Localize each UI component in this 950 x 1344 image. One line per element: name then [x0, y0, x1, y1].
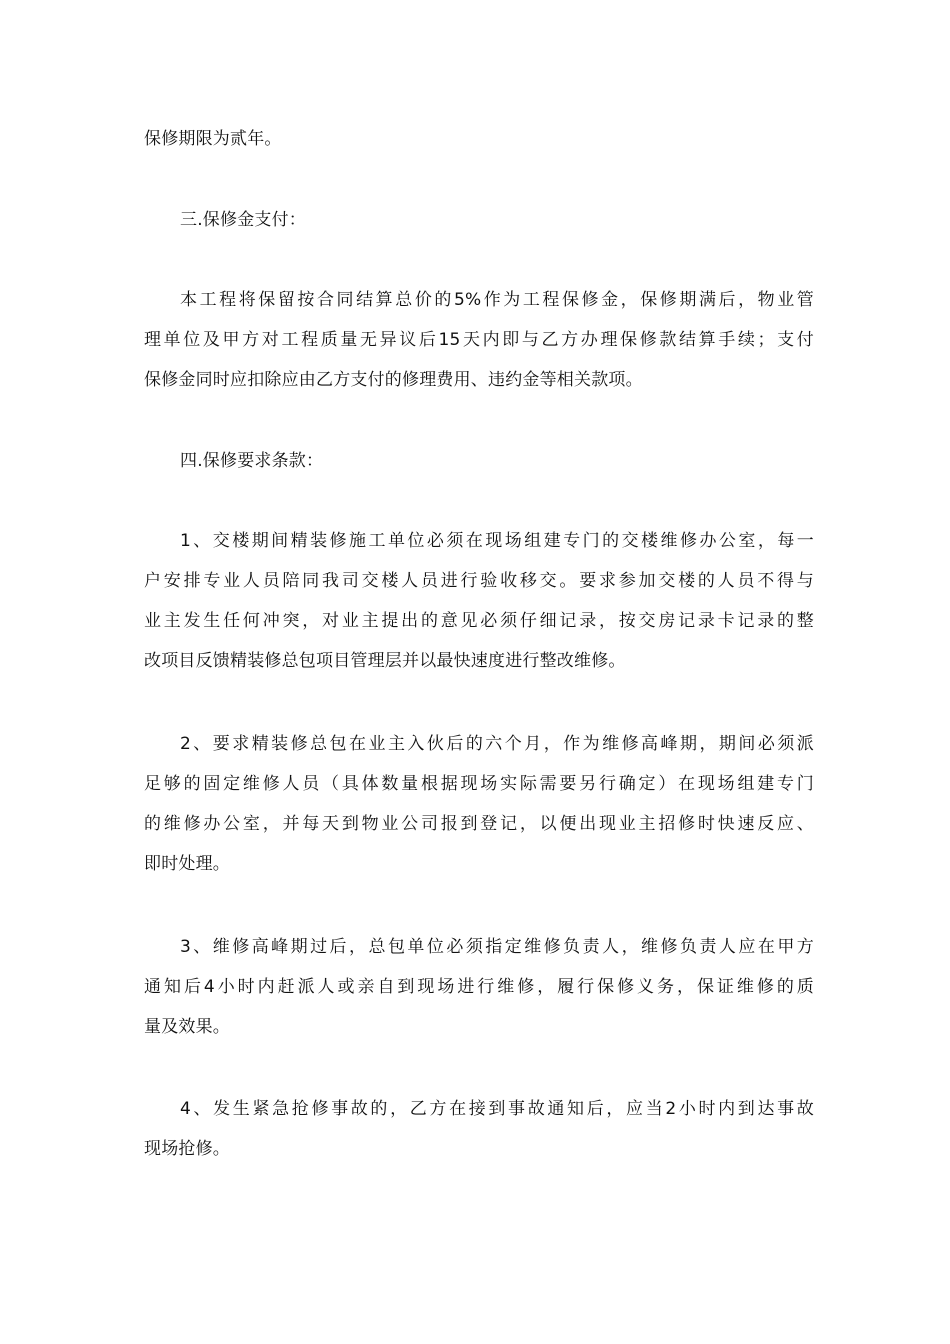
text-line: 保修金同时应扣除应由乙方支付的修理费用、违约金等相关款项。 [144, 370, 643, 390]
paragraph-clause-3 [144, 927, 814, 1047]
text-line: 2、要求精装修总包在业主入伙后的六个月，作为维修高峰期，期间必须派 [180, 734, 814, 754]
text-line: 保修期限为贰年。 [144, 129, 282, 149]
section-heading: 三.保修金支付： [180, 210, 307, 230]
text-line: 理单位及甲方对工程质量无异议后15天内即与乙方办理保修款结算手续；支付 [144, 330, 814, 350]
paragraph-warranty-period [144, 119, 814, 159]
text-line: 足够的固定维修人员（具体数量根据现场实际需要另行确定）在现场组建专门 [144, 774, 814, 794]
text-line: 户安排专业人员陪同我司交楼人员进行验收移交。要求参加交楼的人员不得与 [144, 571, 814, 591]
paragraph-clause-2 [144, 724, 814, 884]
text-line: 现场抢修。 [144, 1139, 230, 1159]
section-heading-requirements [144, 441, 814, 481]
paragraph-clause-1 [144, 521, 814, 681]
paragraph-clause-4 [144, 1089, 814, 1169]
paragraph-payment-terms [144, 280, 814, 400]
text-line: 改项目反馈精装修总包项目管理层并以最快速度进行整改维修。 [144, 651, 626, 671]
text-line: 的维修办公室，并每天到物业公司报到登记，以便出现业主招修时快速反应、 [144, 814, 814, 834]
text-line: 1、交楼期间精装修施工单位必须在现场组建专门的交楼维修办公室，每一 [180, 531, 814, 551]
text-line: 即时处理。 [144, 854, 230, 874]
text-line: 4、发生紧急抢修事故的，乙方在接到事故通知后，应当2小时内到达事故 [180, 1099, 814, 1119]
text-line: 本工程将保留按合同结算总价的5%作为工程保修金，保修期满后，物业管 [180, 290, 814, 310]
text-line: 量及效果。 [144, 1017, 230, 1037]
text-line: 业主发生任何冲突，对业主提出的意见必须仔细记录，按交房记录卡记录的整 [144, 611, 814, 631]
text-line: 3、维修高峰期过后，总包单位必须指定维修负责人，维修负责人应在甲方 [180, 937, 814, 957]
section-heading-payment [144, 200, 814, 240]
text-line: 通知后4小时内赶派人或亲自到现场进行维修，履行保修义务，保证维修的质 [144, 977, 814, 997]
section-heading: 四.保修要求条款： [180, 451, 324, 471]
